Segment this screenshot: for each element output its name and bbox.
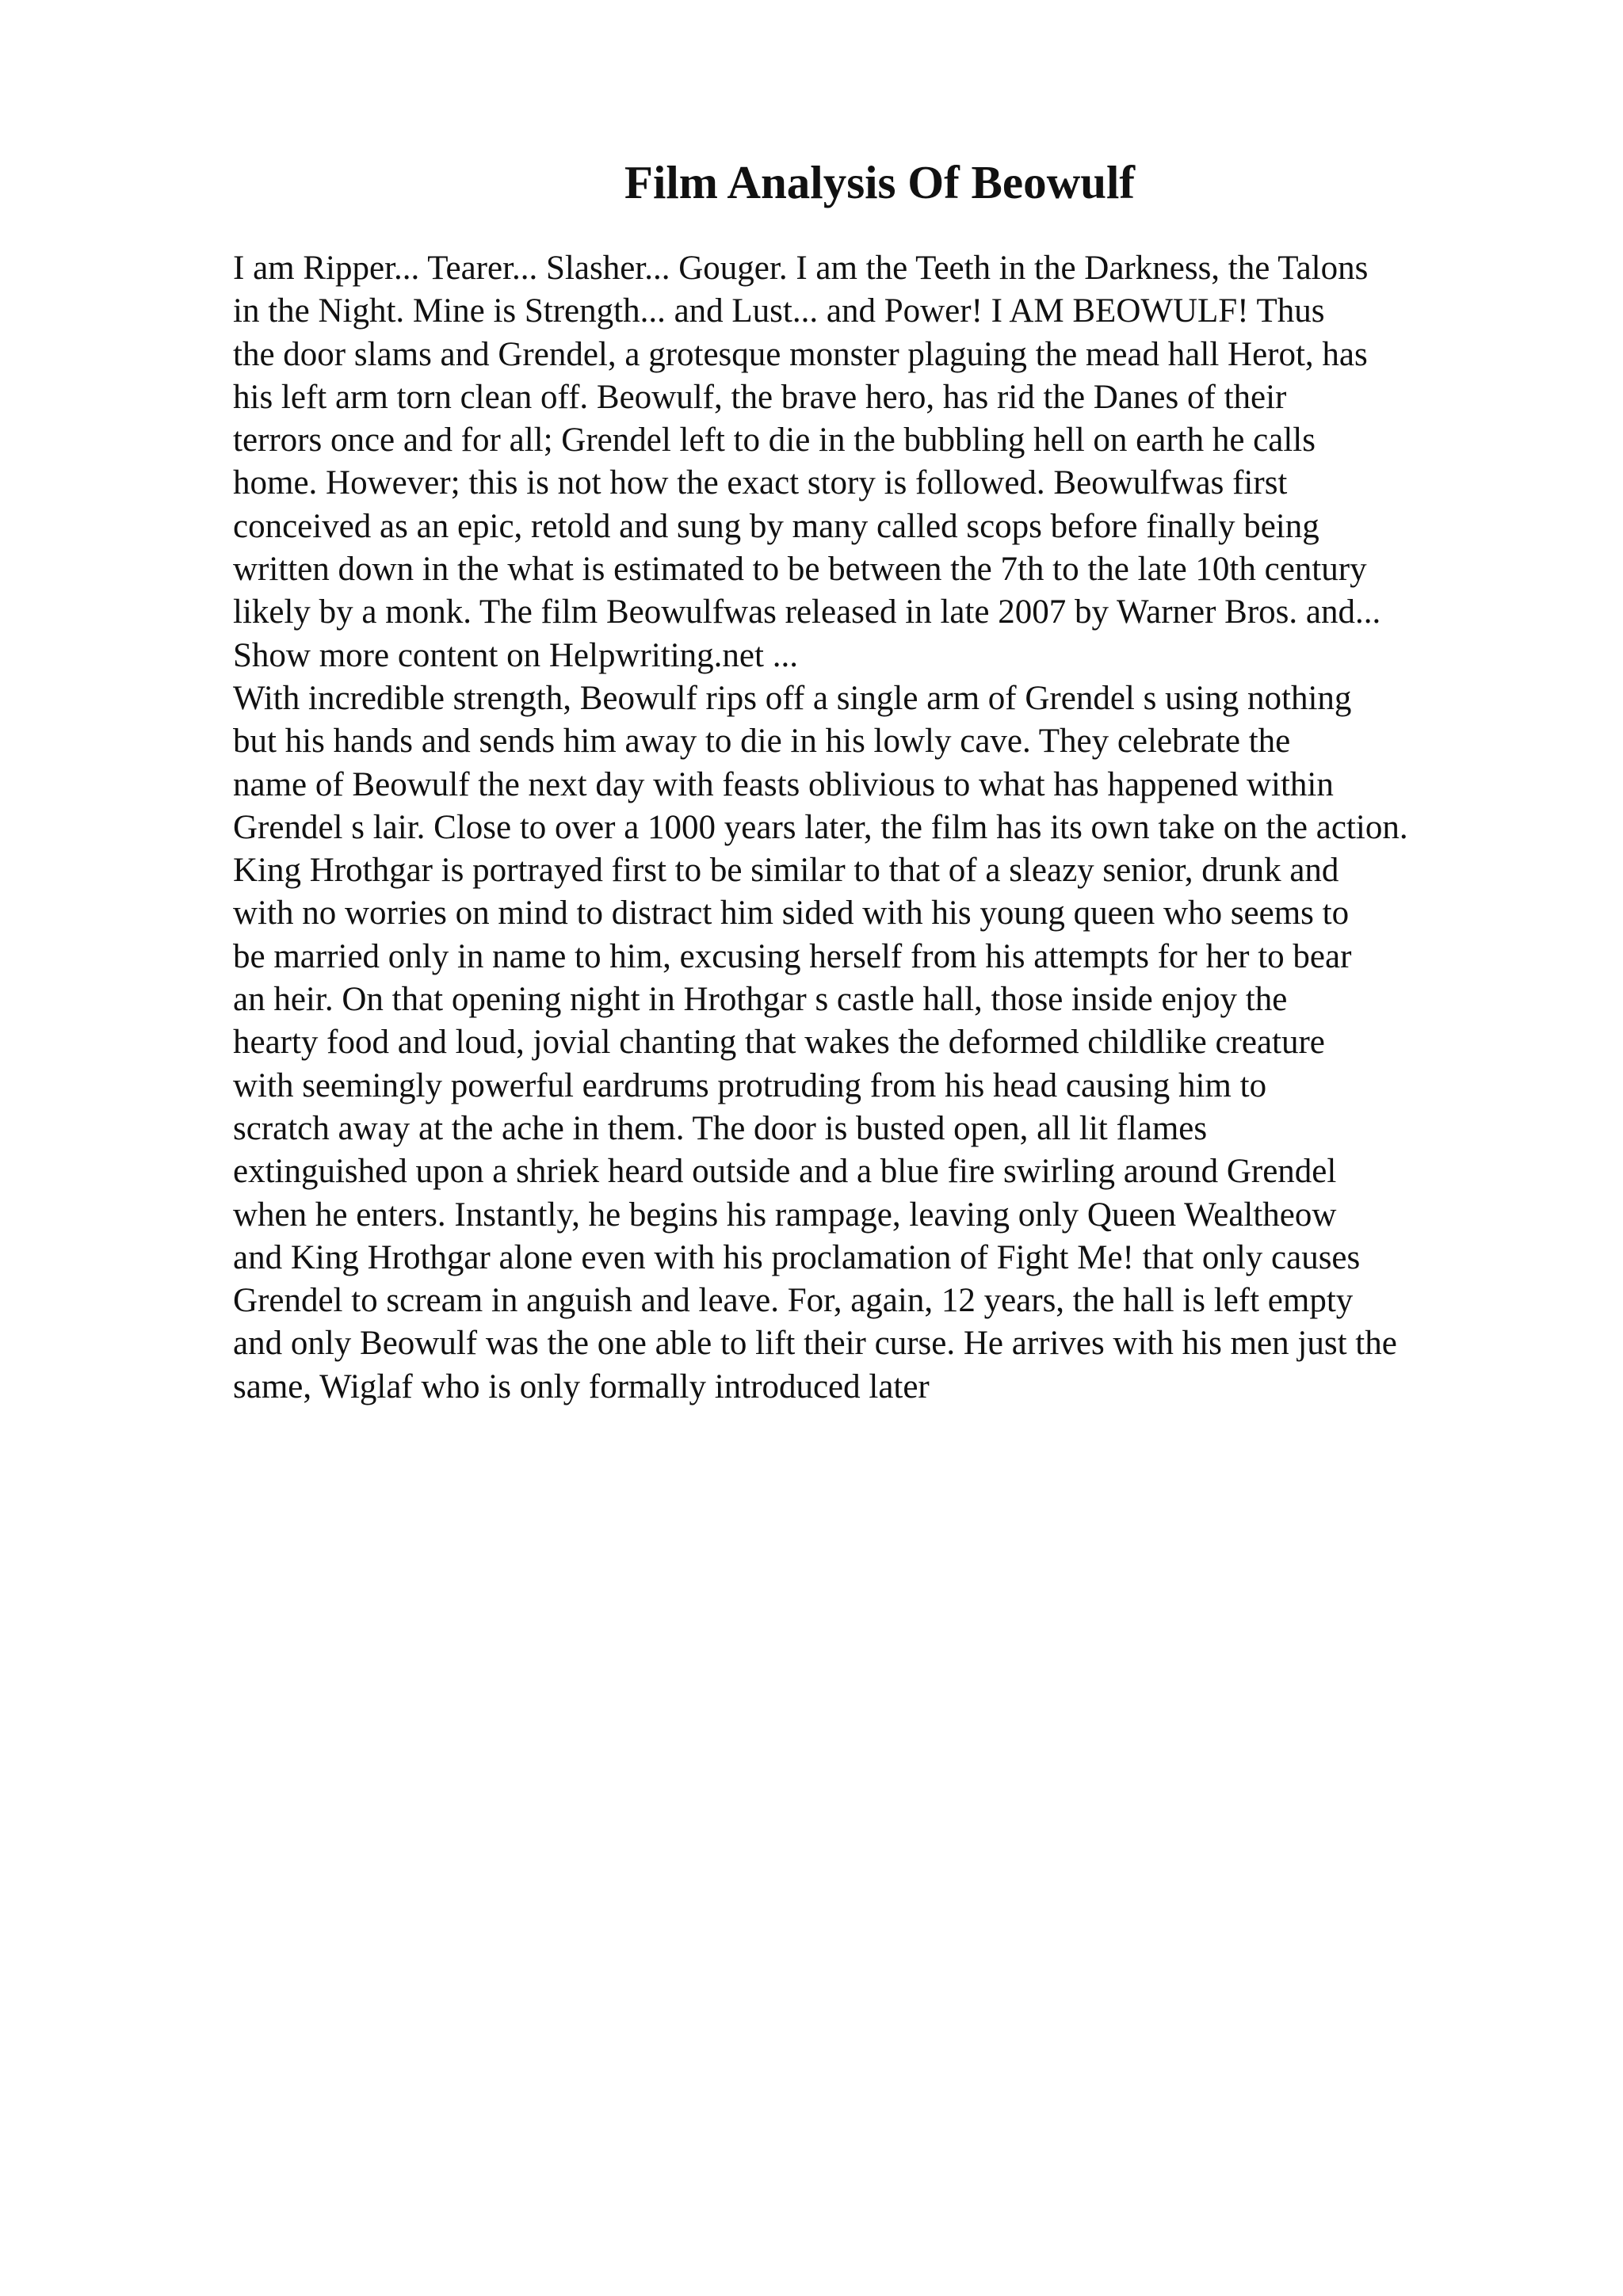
text-line: and King Hrothgar alone even with his proclamation of Fight Me! that only causes bbox=[233, 1238, 1361, 1276]
text-line: with seemingly powerful eardrums protruding from his head causing him to bbox=[233, 1066, 1267, 1104]
text-line: extinguished upon a shriek heard outside and a blue fire swirling around Grendel bbox=[233, 1153, 1337, 1191]
text-line: likely by a monk. The film Beowulfwas released in late 2007 by Warner Bros. and... bbox=[233, 593, 1381, 631]
show-more-link[interactable]: Show more content on Helpwriting.net ... bbox=[233, 636, 798, 674]
body-text bbox=[233, 247, 1620, 1409]
text-line: be married only in name to him, excusing herself from his attempts for her to bear bbox=[233, 937, 1352, 975]
text-line: and only Beowulf was the one able to lift their curse. He arrives with his men just the bbox=[233, 1325, 1397, 1363]
text-line: written down in the what is estimated to be between the 7th to the late 10th century bbox=[233, 551, 1367, 589]
text-line: his left arm torn clean off. Beowulf, the brave hero, has rid the Danes of their bbox=[233, 378, 1287, 416]
text-line: Grendel s lair. Close to over a 1000 years later, the film has its own take on the action. bbox=[233, 808, 1408, 846]
text-line: scratch away at the ache in them. The door is busted open, all lit flames bbox=[233, 1109, 1208, 1147]
text-line: an heir. On that opening night in Hrothgar s castle hall, those inside enjoy the bbox=[233, 981, 1288, 1019]
text-line: with no worries on mind to distract him sided with his young queen who seems to bbox=[233, 894, 1350, 933]
text-line: hearty food and loud, jovial chanting that wakes the deformed childlike creature bbox=[233, 1024, 1325, 1062]
page-title: Film Analysis Of Beowulf bbox=[624, 156, 1136, 208]
text-line: in the Night. Mine is Strength... and Lust... and Power! I AM BEOWULF! Thus bbox=[233, 292, 1325, 330]
text-line: King Hrothgar is portrayed first to be similar to that of a sleazy senior, drunk and bbox=[233, 852, 1339, 890]
text-line: same, Wiglaf who is only formally introduced later bbox=[233, 1367, 930, 1405]
text-line: I am Ripper... Tearer... Slasher... Gouger. I am the Teeth in the Darkness, the Talons bbox=[233, 250, 1369, 287]
text-line: With incredible strength, Beowulf rips off a single arm of Grendel s using nothing bbox=[233, 679, 1352, 717]
text-line: when he enters. Instantly, he begins his rampage, leaving only Queen Wealtheow bbox=[233, 1196, 1337, 1234]
text-line: the door slams and Grendel, a grotesque monster plaguing the mead hall Herot, has bbox=[233, 335, 1368, 373]
text-line: conceived as an epic, retold and sung by many called scops before finally being bbox=[233, 507, 1319, 545]
text-line: home. However; this is not how the exact story is followed. Beowulfwas first bbox=[233, 464, 1288, 502]
text-line: name of Beowulf the next day with feasts oblivious to what has happened within bbox=[233, 765, 1334, 803]
text-line: but his hands and sends him away to die in his lowly cave. They celebrate the bbox=[233, 723, 1291, 761]
text-line: Grendel to scream in anguish and leave. For, again, 12 years, the hall is left empty bbox=[233, 1282, 1354, 1320]
text-line: terrors once and for all; Grendel left to die in the bubbling hell on earth he calls bbox=[233, 421, 1316, 460]
